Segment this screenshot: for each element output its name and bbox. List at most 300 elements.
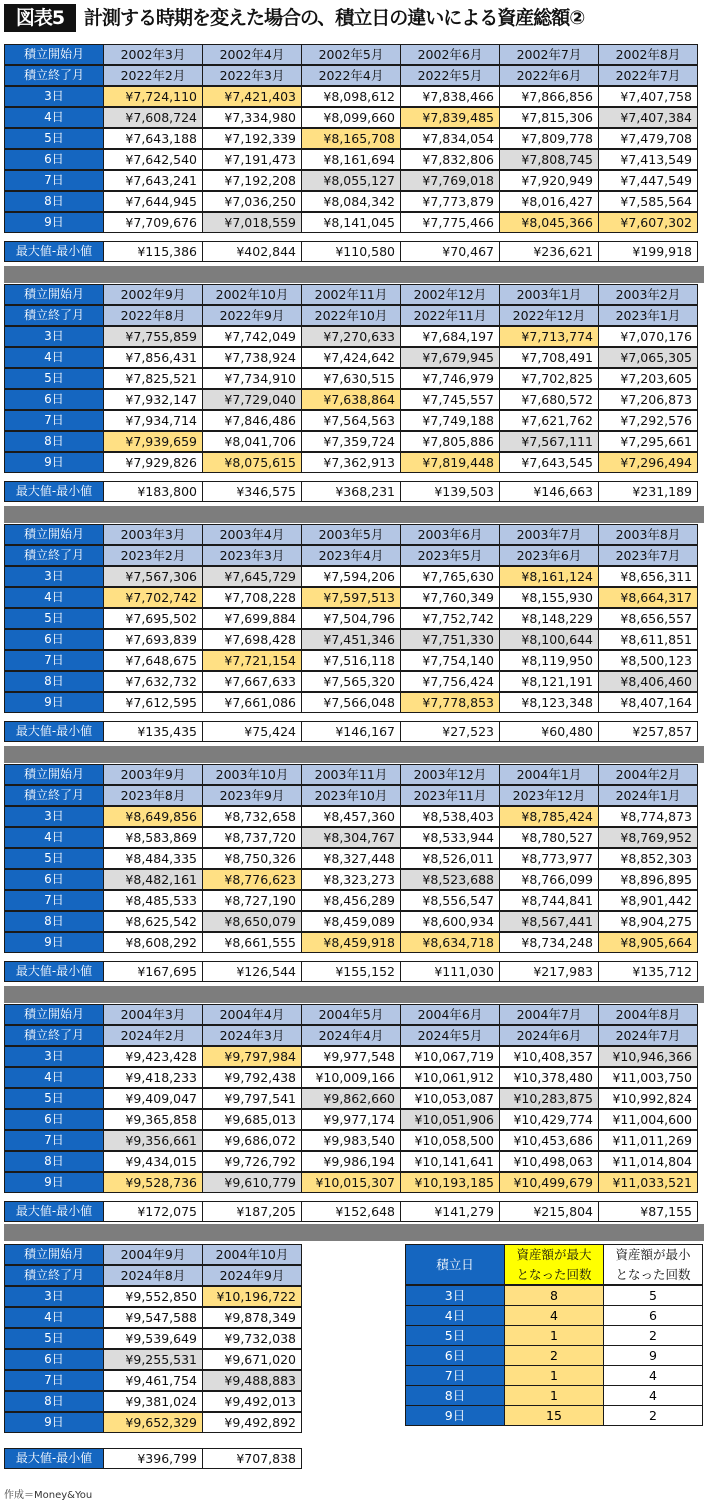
value-cell: ¥9,492,892: [202, 1412, 302, 1433]
value-cell: ¥7,695,502: [103, 608, 203, 629]
value-cell: ¥8,904,275: [598, 911, 698, 932]
diff-row: [4, 481, 704, 502]
end-month-cell: 2022年6月: [499, 65, 599, 86]
day-label: 3日: [4, 1046, 104, 1067]
summary-max-count: 1: [504, 1365, 604, 1386]
start-month-cell: 2004年1月: [499, 764, 599, 785]
start-month-cell: 2004年8月: [598, 1004, 698, 1025]
summary-min-count: 4: [603, 1365, 703, 1386]
end-month-label: 積立終了月: [4, 305, 104, 326]
data-table-2: [4, 284, 704, 502]
value-cell: ¥7,036,250: [202, 191, 302, 212]
value-cell: ¥7,607,302: [598, 212, 698, 233]
start-month-cell: 2004年6月: [400, 1004, 500, 1025]
summary-min-count: 6: [603, 1305, 703, 1326]
start-month-label: 積立開始月: [4, 44, 104, 65]
diff-cell: ¥172,075: [103, 1201, 203, 1222]
summary-day-label: 7日: [405, 1365, 505, 1386]
start-month-cell: 2003年7月: [499, 524, 599, 545]
value-cell: ¥8,727,190: [202, 890, 302, 911]
value-cell: ¥11,011,269: [598, 1130, 698, 1151]
value-cell: ¥10,015,307: [301, 1172, 401, 1193]
end-month-cell: 2024年3月: [202, 1025, 302, 1046]
value-cell: ¥7,809,778: [499, 128, 599, 149]
day-label: 3日: [4, 566, 104, 587]
value-cell: ¥10,408,357: [499, 1046, 599, 1067]
diff-cell: ¥187,205: [202, 1201, 302, 1222]
summary-day-label: 9日: [405, 1405, 505, 1426]
value-cell: ¥9,977,548: [301, 1046, 401, 1067]
summary-row: [405, 1365, 705, 1385]
summary-day-label: 8日: [405, 1385, 505, 1406]
value-cell: ¥7,760,349: [400, 587, 500, 608]
value-cell: ¥7,754,140: [400, 650, 500, 671]
diff-cell: ¥231,189: [598, 481, 698, 502]
summary-header-max: [504, 1244, 604, 1285]
value-cell: ¥7,738,924: [202, 347, 302, 368]
table-row: [4, 911, 704, 932]
table-row: [4, 1130, 704, 1151]
summary-day-label: 5日: [405, 1325, 505, 1346]
summary-max-count: 15: [504, 1405, 604, 1426]
figure-title-text: 計測する時期を変えた場合の、積立日の違いによる資産総額②: [84, 7, 585, 29]
diff-cell: ¥110,580: [301, 241, 401, 262]
data-table-3: [4, 524, 704, 742]
value-cell: ¥9,792,438: [202, 1067, 302, 1088]
value-cell: ¥7,699,884: [202, 608, 302, 629]
diff-cell: ¥146,167: [301, 721, 401, 742]
value-cell: ¥7,192,208: [202, 170, 302, 191]
value-cell: ¥7,721,154: [202, 650, 302, 671]
value-cell: ¥8,901,442: [598, 890, 698, 911]
value-cell: ¥7,018,559: [202, 212, 302, 233]
table-row: [4, 389, 704, 410]
value-cell: ¥8,045,366: [499, 212, 599, 233]
end-month-cell: 2024年8月: [103, 1265, 203, 1286]
diff-cell: ¥236,621: [499, 241, 599, 262]
day-label: 9日: [4, 692, 104, 713]
value-cell: ¥8,611,851: [598, 629, 698, 650]
diff-label: 最大値-最小値: [4, 961, 104, 982]
value-cell: ¥7,516,118: [301, 650, 401, 671]
table-row: [4, 149, 704, 170]
end-month-cell: 2022年3月: [202, 65, 302, 86]
end-month-cell: 2023年11月: [400, 785, 500, 806]
value-cell: ¥8,905,664: [598, 932, 698, 953]
value-cell: ¥8,155,930: [499, 587, 599, 608]
value-cell: ¥7,834,054: [400, 128, 500, 149]
start-month-cell: 2003年10月: [202, 764, 302, 785]
value-cell: ¥7,648,675: [103, 650, 203, 671]
summary-min-count: 5: [603, 1285, 703, 1306]
value-cell: ¥8,100,644: [499, 629, 599, 650]
value-cell: ¥7,729,040: [202, 389, 302, 410]
start-month-cell: 2004年9月: [103, 1244, 203, 1265]
value-cell: ¥9,356,661: [103, 1130, 203, 1151]
day-label: 4日: [4, 347, 104, 368]
end-month-cell: 2022年8月: [103, 305, 203, 326]
value-cell: ¥9,797,541: [202, 1088, 302, 1109]
diff-row: [4, 961, 704, 982]
value-cell: ¥9,552,850: [103, 1286, 203, 1307]
value-cell: ¥8,016,427: [499, 191, 599, 212]
day-label: 5日: [4, 1328, 104, 1349]
day-label: 4日: [4, 587, 104, 608]
end-month-cell: 2024年4月: [301, 1025, 401, 1046]
table-row: [4, 86, 704, 107]
value-cell: ¥9,539,649: [103, 1328, 203, 1349]
value-cell: ¥7,359,724: [301, 431, 401, 452]
table-row: [4, 566, 704, 587]
value-cell: ¥9,423,428: [103, 1046, 203, 1067]
day-label: 8日: [4, 911, 104, 932]
day-label: 8日: [4, 671, 104, 692]
value-cell: ¥11,033,521: [598, 1172, 698, 1193]
credit: 作成＝Money&You: [4, 1490, 93, 1501]
value-cell: ¥9,381,024: [103, 1391, 203, 1412]
day-label: 8日: [4, 191, 104, 212]
day-label: 6日: [4, 149, 104, 170]
value-cell: ¥7,585,564: [598, 191, 698, 212]
table-row: [4, 671, 704, 692]
table-row: [4, 128, 704, 149]
start-month-cell: 2002年7月: [499, 44, 599, 65]
table-row: [4, 932, 704, 953]
value-cell: ¥7,920,949: [499, 170, 599, 191]
value-cell: ¥7,203,605: [598, 368, 698, 389]
table-row: [4, 1046, 704, 1067]
value-cell: ¥7,815,306: [499, 107, 599, 128]
table-row: [4, 326, 704, 347]
value-cell: ¥7,645,729: [202, 566, 302, 587]
summary-row: [405, 1385, 705, 1405]
value-cell: ¥8,556,547: [400, 890, 500, 911]
value-cell: ¥7,504,796: [301, 608, 401, 629]
value-cell: ¥9,685,013: [202, 1109, 302, 1130]
start-month-cell: 2002年8月: [598, 44, 698, 65]
value-cell: ¥7,702,825: [499, 368, 599, 389]
value-cell: ¥7,713,774: [499, 326, 599, 347]
end-month-cell: 2024年7月: [598, 1025, 698, 1046]
value-cell: ¥9,547,588: [103, 1307, 203, 1328]
day-label: 6日: [4, 389, 104, 410]
value-cell: ¥10,051,906: [400, 1109, 500, 1130]
value-cell: ¥9,862,660: [301, 1088, 401, 1109]
day-label: 6日: [4, 629, 104, 650]
table-row: [4, 1172, 704, 1193]
day-label: 4日: [4, 107, 104, 128]
value-cell: ¥8,567,441: [499, 911, 599, 932]
value-cell: ¥7,734,910: [202, 368, 302, 389]
table-row: [4, 692, 704, 713]
table-row: [4, 848, 704, 869]
value-cell: ¥9,418,233: [103, 1067, 203, 1088]
value-cell: ¥8,625,542: [103, 911, 203, 932]
start-month-cell: 2003年2月: [598, 284, 698, 305]
diff-cell: ¥135,435: [103, 721, 203, 742]
value-cell: ¥7,742,049: [202, 326, 302, 347]
value-cell: ¥10,498,063: [499, 1151, 599, 1172]
diff-cell: ¥115,386: [103, 241, 203, 262]
value-cell: ¥10,009,166: [301, 1067, 401, 1088]
day-label: 3日: [4, 1286, 104, 1307]
value-cell: ¥8,656,557: [598, 608, 698, 629]
table-row: [4, 368, 704, 389]
diff-cell: ¥402,844: [202, 241, 302, 262]
value-cell: ¥7,832,806: [400, 149, 500, 170]
value-cell: ¥7,755,859: [103, 326, 203, 347]
summary-min-count: 2: [603, 1405, 703, 1426]
diff-cell: ¥707,838: [202, 1448, 302, 1469]
day-label: 4日: [4, 1067, 104, 1088]
value-cell: ¥10,499,679: [499, 1172, 599, 1193]
value-cell: ¥7,567,306: [103, 566, 203, 587]
day-label: 9日: [4, 932, 104, 953]
value-cell: ¥9,686,072: [202, 1130, 302, 1151]
table-row: [4, 629, 704, 650]
value-cell: ¥8,407,164: [598, 692, 698, 713]
end-month-cell: 2022年2月: [103, 65, 203, 86]
table-row: [4, 1088, 704, 1109]
value-cell: ¥7,362,913: [301, 452, 401, 473]
start-month-label: 積立開始月: [4, 1004, 104, 1025]
end-month-cell: 2022年11月: [400, 305, 500, 326]
value-cell: ¥7,838,466: [400, 86, 500, 107]
day-label: 9日: [4, 212, 104, 233]
value-cell: ¥8,766,099: [499, 869, 599, 890]
table-row: [4, 1109, 704, 1130]
value-cell: ¥8,161,124: [499, 566, 599, 587]
diff-cell: ¥87,155: [598, 1201, 698, 1222]
summary-row: [405, 1325, 705, 1345]
day-label: 6日: [4, 869, 104, 890]
start-month-cell: 2003年5月: [301, 524, 401, 545]
value-cell: ¥7,567,111: [499, 431, 599, 452]
value-cell: ¥8,482,161: [103, 869, 203, 890]
table-row: [4, 170, 704, 191]
day-label: 7日: [4, 1130, 104, 1151]
start-month-row: [4, 524, 704, 545]
value-cell: ¥9,365,858: [103, 1109, 203, 1130]
value-cell: ¥7,746,979: [400, 368, 500, 389]
data-table-1: [4, 44, 704, 262]
value-cell: ¥10,061,912: [400, 1067, 500, 1088]
start-month-cell: 2004年5月: [301, 1004, 401, 1025]
value-cell: ¥8,734,248: [499, 932, 599, 953]
start-month-cell: 2004年7月: [499, 1004, 599, 1025]
value-cell: ¥8,041,706: [202, 431, 302, 452]
day-label: 8日: [4, 431, 104, 452]
value-cell: ¥7,643,545: [499, 452, 599, 473]
diff-cell: ¥155,152: [301, 961, 401, 982]
value-cell: ¥7,773,879: [400, 191, 500, 212]
day-label: 9日: [4, 452, 104, 473]
summary-header-min: [603, 1244, 703, 1285]
value-cell: ¥8,084,342: [301, 191, 401, 212]
summary-header-min-line1: 資産額が最小: [615, 1247, 691, 1262]
start-month-cell: 2004年3月: [103, 1004, 203, 1025]
end-month-cell: 2023年10月: [301, 785, 401, 806]
start-month-cell: 2002年4月: [202, 44, 302, 65]
end-month-cell: 2023年12月: [499, 785, 599, 806]
table-row: [4, 827, 704, 848]
start-month-row: [4, 284, 704, 305]
value-cell: ¥7,566,048: [301, 692, 401, 713]
diff-cell: ¥146,663: [499, 481, 599, 502]
summary-max-count: 8: [504, 1285, 604, 1306]
end-month-cell: 2023年8月: [103, 785, 203, 806]
table-row: [4, 452, 704, 473]
table-row: [4, 1151, 704, 1172]
start-month-cell: 2003年3月: [103, 524, 203, 545]
table-row: [4, 587, 704, 608]
value-cell: ¥8,098,612: [301, 86, 401, 107]
value-cell: ¥10,946,366: [598, 1046, 698, 1067]
value-cell: ¥8,141,045: [301, 212, 401, 233]
end-month-row: [4, 1025, 704, 1046]
diff-cell: ¥141,279: [400, 1201, 500, 1222]
value-cell: ¥7,751,330: [400, 629, 500, 650]
start-month-cell: 2002年12月: [400, 284, 500, 305]
value-cell: ¥9,671,020: [202, 1349, 302, 1370]
start-month-cell: 2003年6月: [400, 524, 500, 545]
value-cell: ¥7,808,745: [499, 149, 599, 170]
end-month-cell: 2022年10月: [301, 305, 401, 326]
summary-day-label: 6日: [405, 1345, 505, 1366]
end-month-cell: 2024年2月: [103, 1025, 203, 1046]
end-month-label: 積立終了月: [4, 545, 104, 566]
value-cell: ¥8,500,123: [598, 650, 698, 671]
day-label: 5日: [4, 1088, 104, 1109]
start-month-cell: 2002年11月: [301, 284, 401, 305]
diff-cell: ¥75,424: [202, 721, 302, 742]
value-cell: ¥8,119,950: [499, 650, 599, 671]
value-cell: ¥8,533,944: [400, 827, 500, 848]
value-cell: ¥9,488,883: [202, 1370, 302, 1391]
value-cell: ¥7,679,945: [400, 347, 500, 368]
value-cell: ¥8,099,660: [301, 107, 401, 128]
day-label: 8日: [4, 1391, 104, 1412]
start-month-cell: 2004年4月: [202, 1004, 302, 1025]
diff-cell: ¥135,712: [598, 961, 698, 982]
value-cell: ¥7,708,228: [202, 587, 302, 608]
table-row: [4, 410, 704, 431]
value-cell: ¥9,610,779: [202, 1172, 302, 1193]
value-cell: ¥8,456,289: [301, 890, 401, 911]
end-month-cell: 2022年4月: [301, 65, 401, 86]
diff-cell: ¥27,523: [400, 721, 500, 742]
value-cell: ¥7,775,466: [400, 212, 500, 233]
value-cell: ¥7,839,485: [400, 107, 500, 128]
diff-cell: ¥111,030: [400, 961, 500, 982]
diff-cell: ¥257,857: [598, 721, 698, 742]
start-month-label: 積立開始月: [4, 284, 104, 305]
end-month-label: 積立終了月: [4, 785, 104, 806]
value-cell: ¥8,055,127: [301, 170, 401, 191]
day-label: 7日: [4, 410, 104, 431]
value-cell: ¥7,667,633: [202, 671, 302, 692]
value-cell: ¥8,634,718: [400, 932, 500, 953]
value-cell: ¥8,664,317: [598, 587, 698, 608]
end-month-cell: 2024年9月: [202, 1265, 302, 1286]
value-cell: ¥9,409,047: [103, 1088, 203, 1109]
summary-day-label: 4日: [405, 1305, 505, 1326]
start-month-cell: 2004年10月: [202, 1244, 302, 1265]
diff-label: 最大値-最小値: [4, 1201, 104, 1222]
diff-cell: ¥199,918: [598, 241, 698, 262]
data-table-4: [4, 764, 704, 982]
value-cell: ¥7,765,630: [400, 566, 500, 587]
value-cell: ¥7,292,576: [598, 410, 698, 431]
value-cell: ¥8,123,348: [499, 692, 599, 713]
value-cell: ¥10,429,774: [499, 1109, 599, 1130]
summary-min-count: 2: [603, 1325, 703, 1346]
section-separator: [4, 506, 704, 523]
value-cell: ¥7,296,494: [598, 452, 698, 473]
table-row: [4, 650, 704, 671]
value-cell: ¥8,732,658: [202, 806, 302, 827]
end-month-cell: 2024年6月: [499, 1025, 599, 1046]
value-cell: ¥8,583,869: [103, 827, 203, 848]
diff-cell: ¥60,480: [499, 721, 599, 742]
value-cell: ¥8,457,360: [301, 806, 401, 827]
day-label: 9日: [4, 1172, 104, 1193]
day-label: 5日: [4, 128, 104, 149]
value-cell: ¥7,856,431: [103, 347, 203, 368]
value-cell: ¥7,702,742: [103, 587, 203, 608]
summary-header-max-line1: 資産額が最大: [516, 1247, 592, 1262]
end-month-cell: 2023年6月: [499, 545, 599, 566]
end-month-cell: 2023年2月: [103, 545, 203, 566]
day-label: 7日: [4, 650, 104, 671]
value-cell: ¥7,756,424: [400, 671, 500, 692]
diff-cell: ¥215,804: [499, 1201, 599, 1222]
diff-row: [4, 1448, 704, 1469]
end-month-label: 積立終了月: [4, 1025, 104, 1046]
value-cell: ¥9,797,984: [202, 1046, 302, 1067]
value-cell: ¥7,407,758: [598, 86, 698, 107]
summary-row: [405, 1345, 705, 1365]
end-month-cell: 2022年5月: [400, 65, 500, 86]
summary-day-label: 3日: [405, 1285, 505, 1306]
value-cell: ¥7,846,486: [202, 410, 302, 431]
value-cell: ¥9,986,194: [301, 1151, 401, 1172]
section-separator: [4, 986, 704, 1003]
diff-label: 最大値-最小値: [4, 721, 104, 742]
summary-header-min-line2: となった回数: [615, 1267, 691, 1282]
value-cell: ¥9,732,038: [202, 1328, 302, 1349]
value-cell: ¥7,708,491: [499, 347, 599, 368]
start-month-cell: 2002年3月: [103, 44, 203, 65]
value-cell: ¥7,479,708: [598, 128, 698, 149]
value-cell: ¥7,929,826: [103, 452, 203, 473]
start-month-cell: 2003年8月: [598, 524, 698, 545]
end-month-row: [4, 545, 704, 566]
day-label: 7日: [4, 170, 104, 191]
value-cell: ¥7,934,714: [103, 410, 203, 431]
value-cell: ¥8,538,403: [400, 806, 500, 827]
value-cell: ¥7,778,853: [400, 692, 500, 713]
value-cell: ¥8,750,326: [202, 848, 302, 869]
start-month-cell: 2003年4月: [202, 524, 302, 545]
value-cell: ¥7,825,521: [103, 368, 203, 389]
start-month-row: [4, 764, 704, 785]
value-cell: ¥10,141,641: [400, 1151, 500, 1172]
end-month-cell: 2023年3月: [202, 545, 302, 566]
value-cell: ¥8,523,688: [400, 869, 500, 890]
value-cell: ¥11,004,600: [598, 1109, 698, 1130]
day-label: 3日: [4, 806, 104, 827]
